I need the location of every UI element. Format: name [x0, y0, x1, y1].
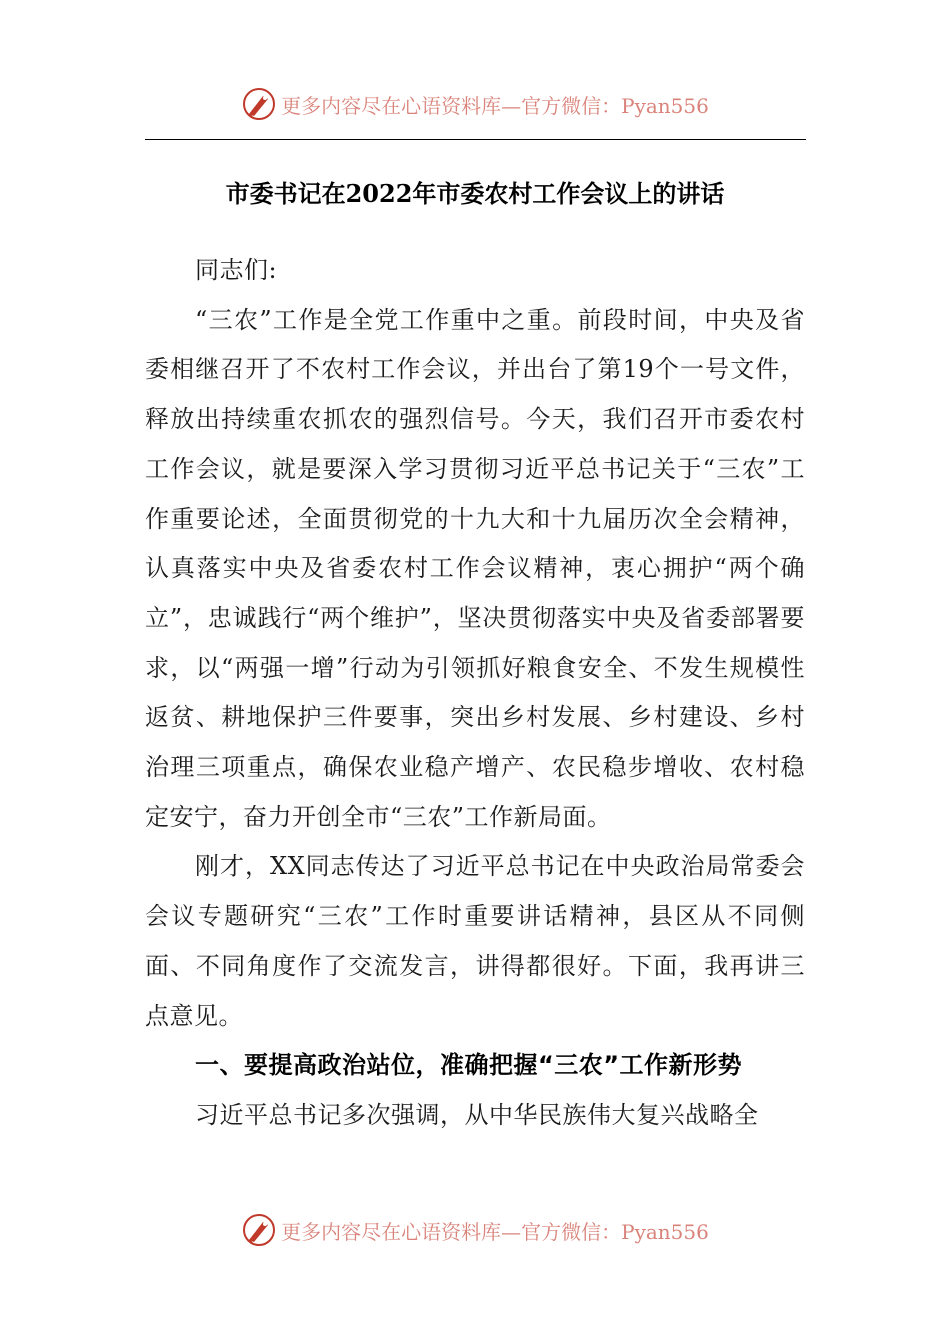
document-title: 市委书记在2022年市委农村工作会议上的讲话 — [225, 179, 725, 208]
pen-nib-logo-icon — [241, 1212, 277, 1248]
footer-watermark-banner — [0, 1210, 950, 1250]
section-heading-1: 一、要提高政治站位，准确把握“三农”工作新形势 — [195, 1051, 743, 1080]
paragraph-2: 刚才，XX同志传达了习近平总书记在中央政治局常委会会议专题研究“三农”工作时重要讲话精神，县区从不同侧面、不同角度作了交流发言，讲得都很好。下面，我再讲三点意见。 — [145, 852, 805, 1030]
paragraph-3: 习近平总书记多次强调，从中华民族伟大复兴战略全 — [195, 1100, 759, 1129]
header-watermark-banner — [0, 84, 950, 124]
salutation: 同志们: — [195, 256, 278, 284]
watermark-text: 更多内容尽在心语资料库—官方微信：Pyan556 — [281, 1219, 709, 1244]
header-divider — [145, 139, 806, 140]
paragraph-1: “三农”工作是全党工作重中之重。前段时间，中央及省委相继召开了不农村工作会议，并出台了第19个一号文件，释放出持续重农抓农的强烈信号。今天，我们召开市委农村工作会议，就是要深入学习贯彻习近平总书记关于“三农”工作重要论述，全面贯彻党的十九大和十九届历次全会精神，认真落实中央及省委农村工作会议精神，衷心拥护“两个确立”，忠诚践行“两个维护”，坚决贯彻落实中央及省委部署要求，以“两强一增”行动为引领抓好粮食安全、不发生规模性返贫、耕地保护三件要事，突出乡村发展、乡村建设、乡村治理三项重点，确保农业稳产增产、农民稳步增收、农村稳定安宁，奋力开创全市“三农”工作新局面。 — [145, 305, 805, 831]
pen-nib-logo-icon — [241, 86, 277, 122]
document-body — [145, 246, 805, 1141]
watermark-text: 更多内容尽在心语资料库—官方微信：Pyan556 — [281, 93, 709, 118]
